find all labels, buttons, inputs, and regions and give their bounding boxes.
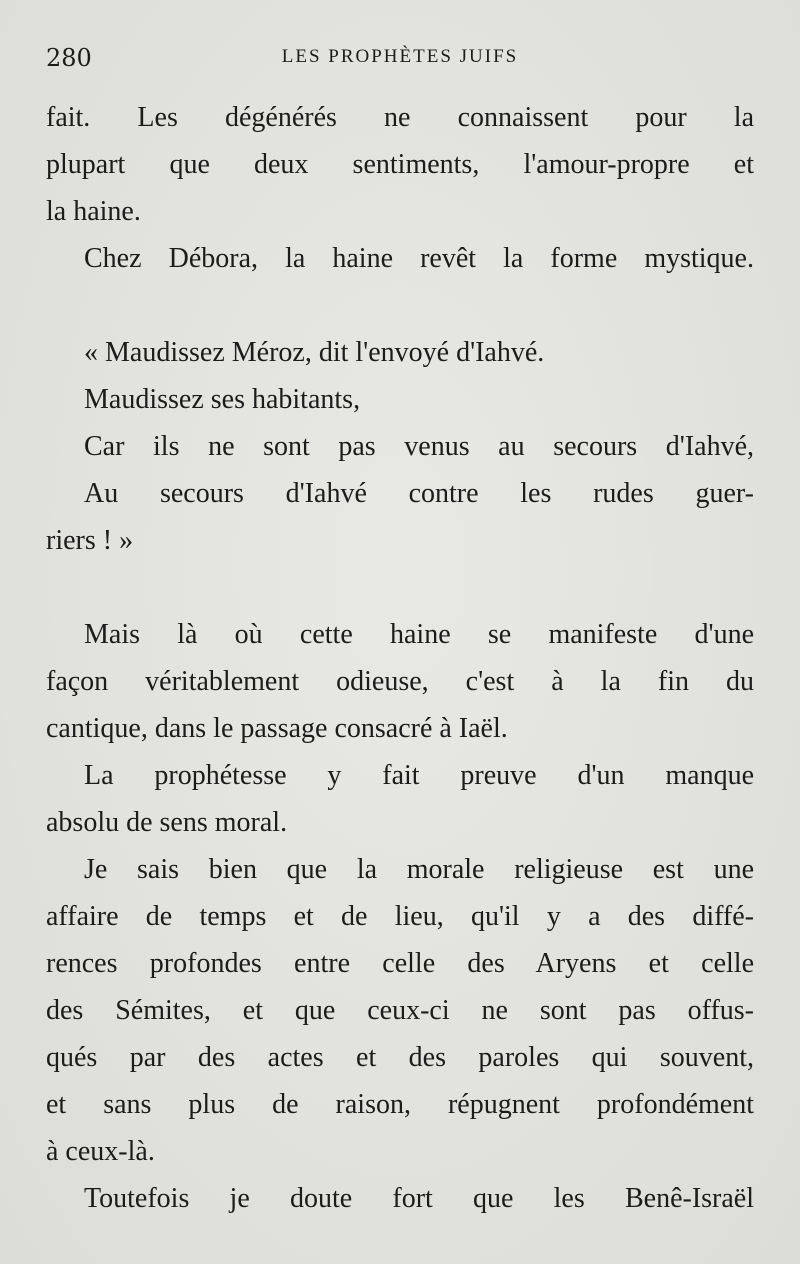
paragraph-3 (46, 611, 754, 752)
text-line: des Sémites, et que ceux-ci ne sont pas offus- (46, 995, 754, 1026)
text-line: Mais là où cette haine se manifeste d'une (84, 619, 754, 650)
quotation (46, 329, 754, 564)
quote-line: « Maudissez Méroz, dit l'envoyé d'Iahvé. (84, 337, 545, 368)
text-line: rences profondes entre celle des Aryens et celle (46, 948, 754, 979)
quote-line: riers ! » (46, 525, 134, 556)
text-line: à ceux-là. (46, 1136, 155, 1167)
paragraph-5 (46, 846, 754, 1175)
paragraph-2 (46, 235, 754, 282)
text-line: affaire de temps et de lieu, qu'il y a des diffé- (46, 901, 754, 932)
paragraph-6 (46, 1175, 754, 1222)
text-line: Je sais bien que la morale religieuse est une (84, 854, 754, 885)
text-line: la haine. (46, 196, 141, 227)
paragraph-1 (46, 94, 754, 235)
text-line: Chez Débora, la haine revêt la forme mystique. (84, 243, 754, 274)
running-title: LES PROPHÈTES JUIFS (281, 46, 519, 67)
text-line: La prophétesse y fait preuve d'un manque (84, 760, 754, 791)
spacer (46, 564, 754, 611)
quote-line: Au secours d'Iahvé contre les rudes guer- (84, 478, 754, 509)
text-line: absolu de sens moral. (46, 807, 288, 838)
text-line: et sans plus de raison, répugnent profondément (46, 1089, 754, 1120)
text-line: qués par des actes et des paroles qui souvent, (46, 1042, 754, 1073)
text-line: cantique, dans le passage consacré à Iaël. (46, 713, 508, 744)
text-line: Toutefois je doute fort que les Benê-Israël (84, 1183, 754, 1214)
text-line: plupart que deux sentiments, l'amour-propre et (46, 149, 754, 180)
paragraph-4 (46, 752, 754, 846)
text-line: façon véritablement odieuse, c'est à la fin du (46, 666, 754, 697)
text-line: fait. Les dégénérés ne connaissent pour la (46, 102, 754, 133)
body-text (46, 94, 754, 1222)
spacer (46, 282, 754, 329)
page-number: 280 (46, 44, 92, 72)
page-header (46, 44, 754, 78)
quote-line: Car ils ne sont pas venus au secours d'Iahvé, (84, 431, 754, 462)
quote-line: Maudissez ses habitants, (84, 384, 361, 415)
